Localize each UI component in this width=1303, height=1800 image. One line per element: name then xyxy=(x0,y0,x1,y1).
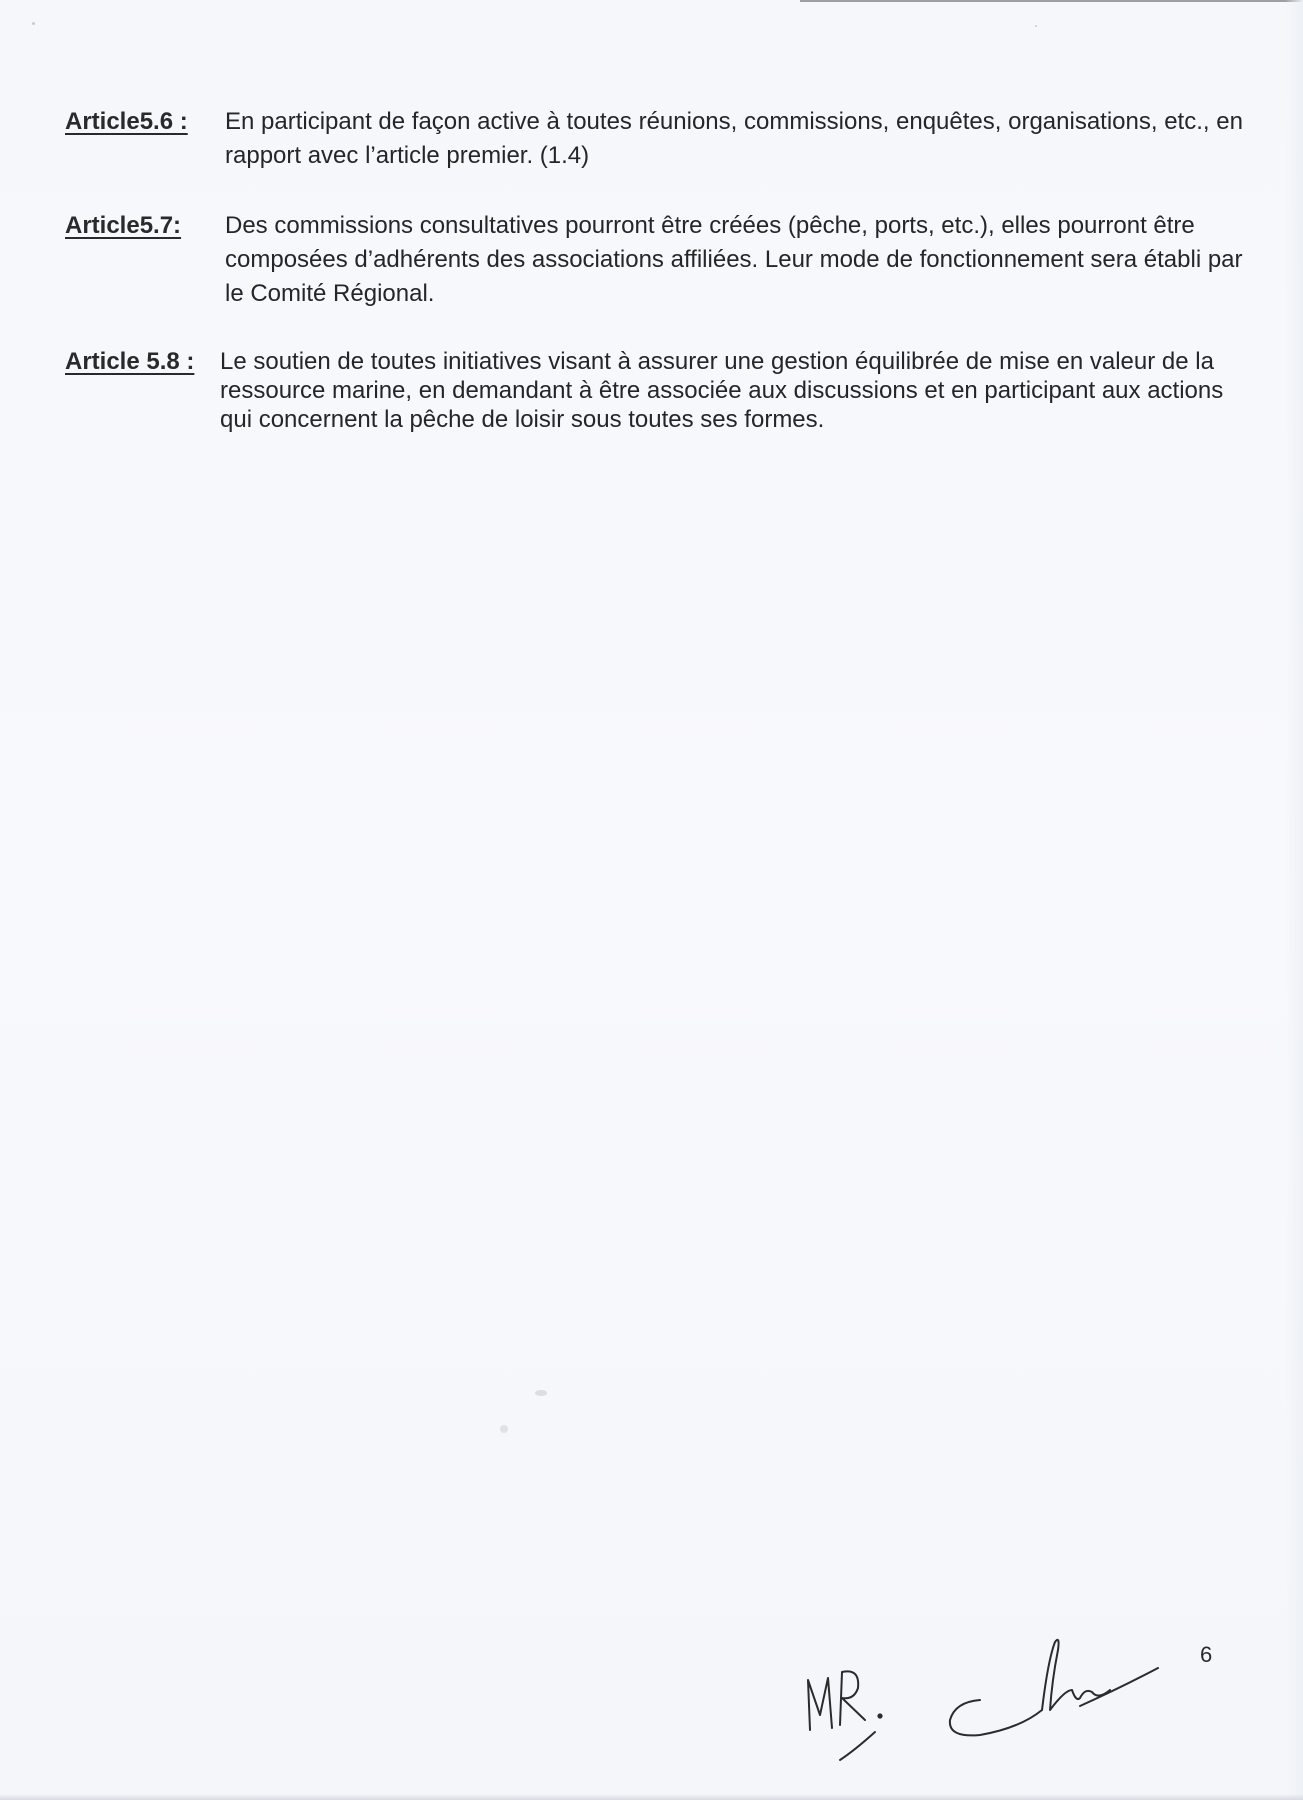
scan-speck xyxy=(32,22,35,25)
signature-initials-mark xyxy=(840,1671,865,1725)
article-5-6 xyxy=(65,105,1245,173)
scan-speck xyxy=(1035,25,1037,27)
article-text: En participant de façon active à toutes réunions, commissions, enquêtes, organisations, etc., en rapport avec l’article premier. (1.4) xyxy=(225,108,1243,169)
article-label: Article5.7: xyxy=(65,212,182,239)
article-text: Le soutien de toutes initiatives visant à assurer une gestion équilibrée de mise en valeur de la ressource marine, en demandant à être associée aux discussions et en participant aux actions qui concernent la pêche de loisir sous toutes ses formes. xyxy=(220,348,1224,433)
signature-initials-mark xyxy=(808,1678,832,1730)
page-number: 6 xyxy=(1200,1642,1213,1667)
signature-scrawl-mark xyxy=(1042,1640,1110,1710)
scan-right-edge xyxy=(1285,0,1303,1800)
scan-speck xyxy=(535,1390,547,1396)
signature-initials-mark xyxy=(878,1714,881,1717)
scan-speck xyxy=(500,1425,508,1433)
article-label: Article 5.8 : xyxy=(65,348,195,375)
scan-bottom-edge xyxy=(0,1794,1303,1800)
signature-scrawl-mark xyxy=(1080,1668,1158,1706)
article-5-8 xyxy=(65,347,1245,434)
signature-initials-mark xyxy=(840,1732,875,1760)
article-text: Des commissions consultatives pourront être créées (pêche, ports, etc.), elles pourront être composées d’adhérents des associations affiliées. Leur mode de fonctionnement sera établi par le Comité Régional. xyxy=(225,212,1243,307)
scan-top-edge xyxy=(800,0,1303,2)
signature-scrawl-mark xyxy=(950,1700,1042,1735)
handwritten-signatures xyxy=(780,1620,1213,1770)
article-5-7 xyxy=(65,209,1245,311)
article-label: Article5.6 : xyxy=(65,108,188,135)
